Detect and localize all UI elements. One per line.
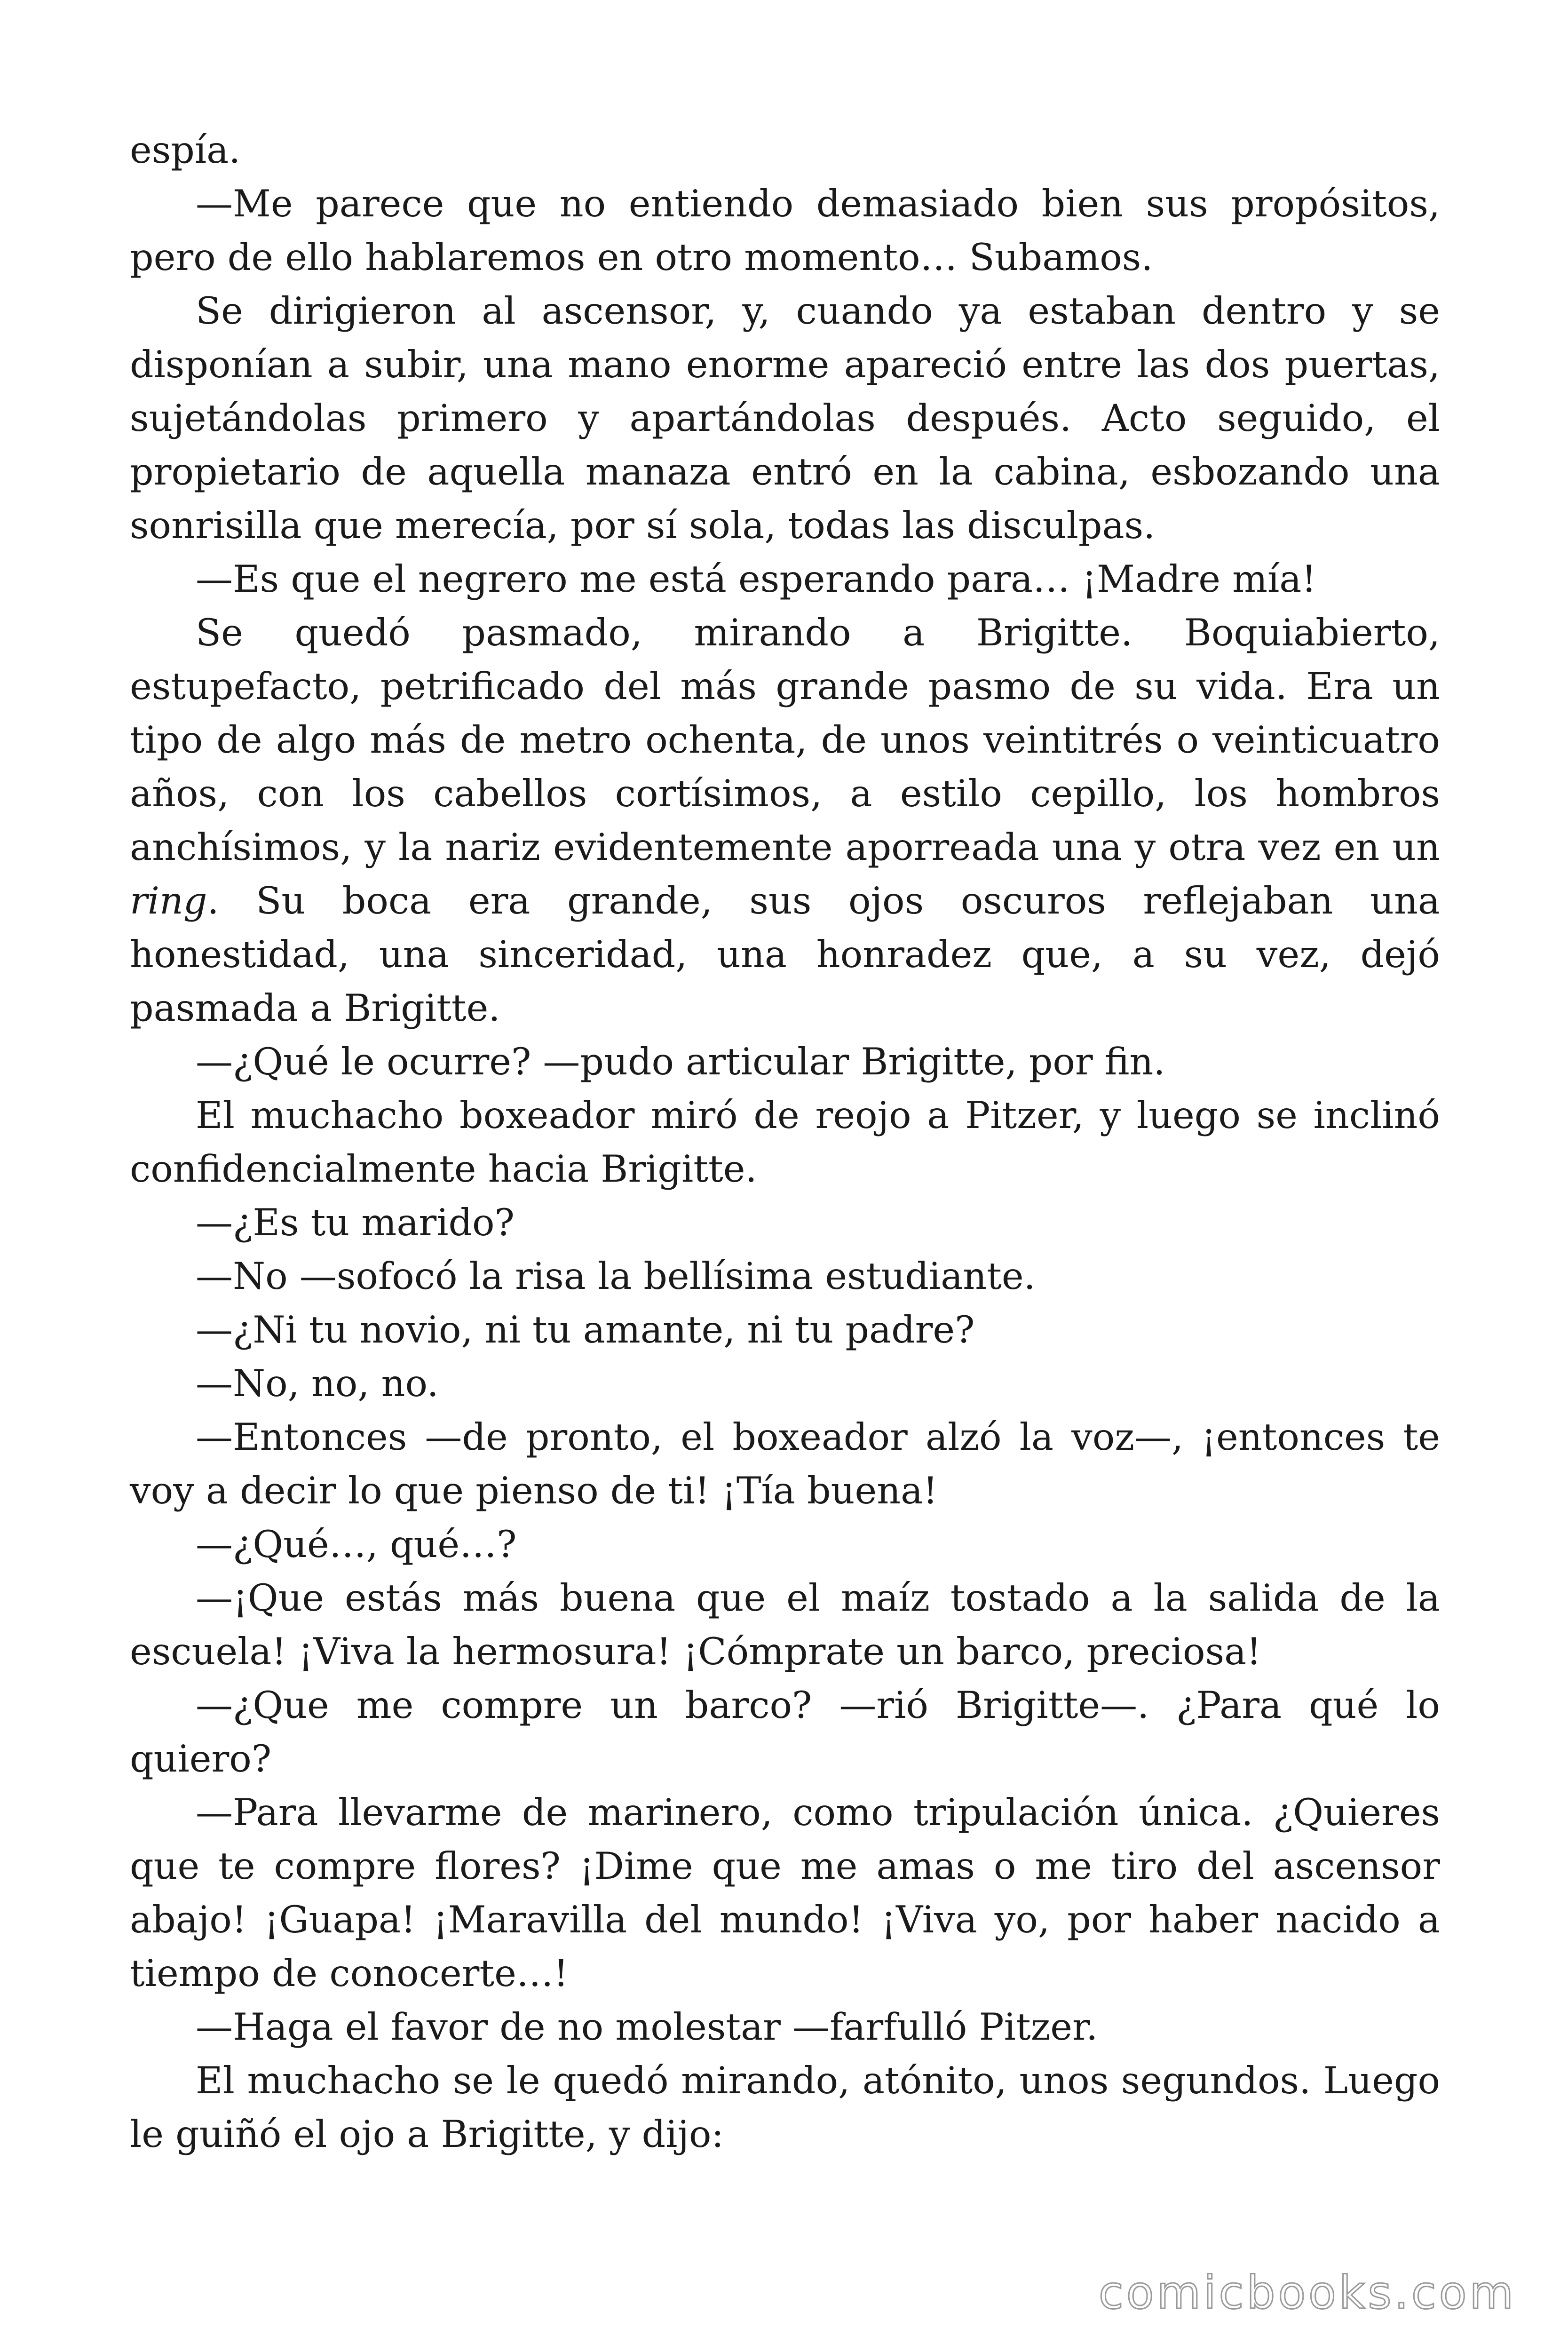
paragraph-18: El muchacho se le quedó mirando, atónito, unos segundos. Luego le guiñó el ojo a Brigitte, y dijo: xyxy=(130,2059,1440,2156)
paragraph-5-italic: ring xyxy=(130,879,207,922)
paragraph-5 xyxy=(130,606,1440,1035)
paragraph-3: Se dirigieron al ascensor, y, cuando ya estaban dentro y se disponían a subir, una mano enorme apareció entre las dos puertas, sujetándolas primero y apartándolas después. Acto seguido, el propietario de aquella manaza entró en la cabina, esbozando una sonrisilla que merecía, por sí sola, todas las disculpas. xyxy=(130,289,1440,547)
paragraph-2: —Me parece que no entiendo demasiado bien sus propósitos, pero de ello hablaremos en otro momento… Subamos. xyxy=(130,182,1440,279)
paragraph-15: —¿Que me compre un barco? —rió Brigitte—. ¿Para qué lo quiero? xyxy=(130,1684,1440,1780)
paragraph-16: —Para llevarme de marinero, como tripulación única. ¿Quieres que te compre flores? ¡Dime que me amas o me tiro del ascensor abajo! ¡Guapa! ¡Maravilla del mundo! ¡Viva yo, por haber nacido a tiempo de conocerte…! xyxy=(130,1791,1440,1995)
page-body-text xyxy=(130,123,1440,2161)
paragraph-6: —¿Qué le ocurre? —pudo articular Brigitte, por fin. xyxy=(196,1040,1165,1083)
paragraph-13: —¿Qué…, qué…? xyxy=(196,1523,517,1566)
paragraph-9: —No —sofocó la risa la bellísima estudiante. xyxy=(196,1255,1036,1298)
paragraph-7: El muchacho boxeador miró de reojo a Pitzer, y luego se inclinó confidencialmente hacia Brigitte. xyxy=(130,1094,1440,1191)
paragraph-17: —Haga el favor de no molestar —farfulló Pitzer. xyxy=(196,2005,1098,2049)
paragraph-8: —¿Es tu marido? xyxy=(196,1201,515,1244)
paragraph-10: —¿Ni tu novio, ni tu amante, ni tu padre? xyxy=(196,1308,975,1351)
paragraph-12: —Entonces —de pronto, el boxeador alzó la voz—, ¡entonces te voy a decir lo que pienso de ti! ¡Tía buena! xyxy=(130,1415,1440,1512)
paragraph-14: —¡Que estás más buena que el maíz tostado a la salida de la escuela! ¡Viva la hermosura! ¡Cómprate un barco, preciosa! xyxy=(130,1576,1440,1673)
paragraph-1: espía. xyxy=(130,128,241,172)
paragraph-5-before: Se quedó pasmado, mirando a Brigitte. Boquiabierto, estupefacto, petrificado del más grande pasmo de su vida. Era un tipo de algo más de metro ochenta, de unos veintitrés o veinticuatro años, con los cabellos cortísimos, a estilo cepillo, los hombros anchísimos, y la nariz evidentemente aporreada una y otra vez en un xyxy=(130,611,1440,869)
paragraph-11: —No, no, no. xyxy=(196,1362,439,1405)
paragraph-4: —Es que el negrero me está esperando para… ¡Madre mía! xyxy=(196,557,1317,601)
site-watermark: comicbooks.com xyxy=(1098,2266,1516,2319)
paragraph-5-after: . Su boca era grande, sus ojos oscuros reflejaban una honestidad, una sinceridad, una honradez que, a su vez, dejó pasmada a Brigitte. xyxy=(130,879,1440,1030)
